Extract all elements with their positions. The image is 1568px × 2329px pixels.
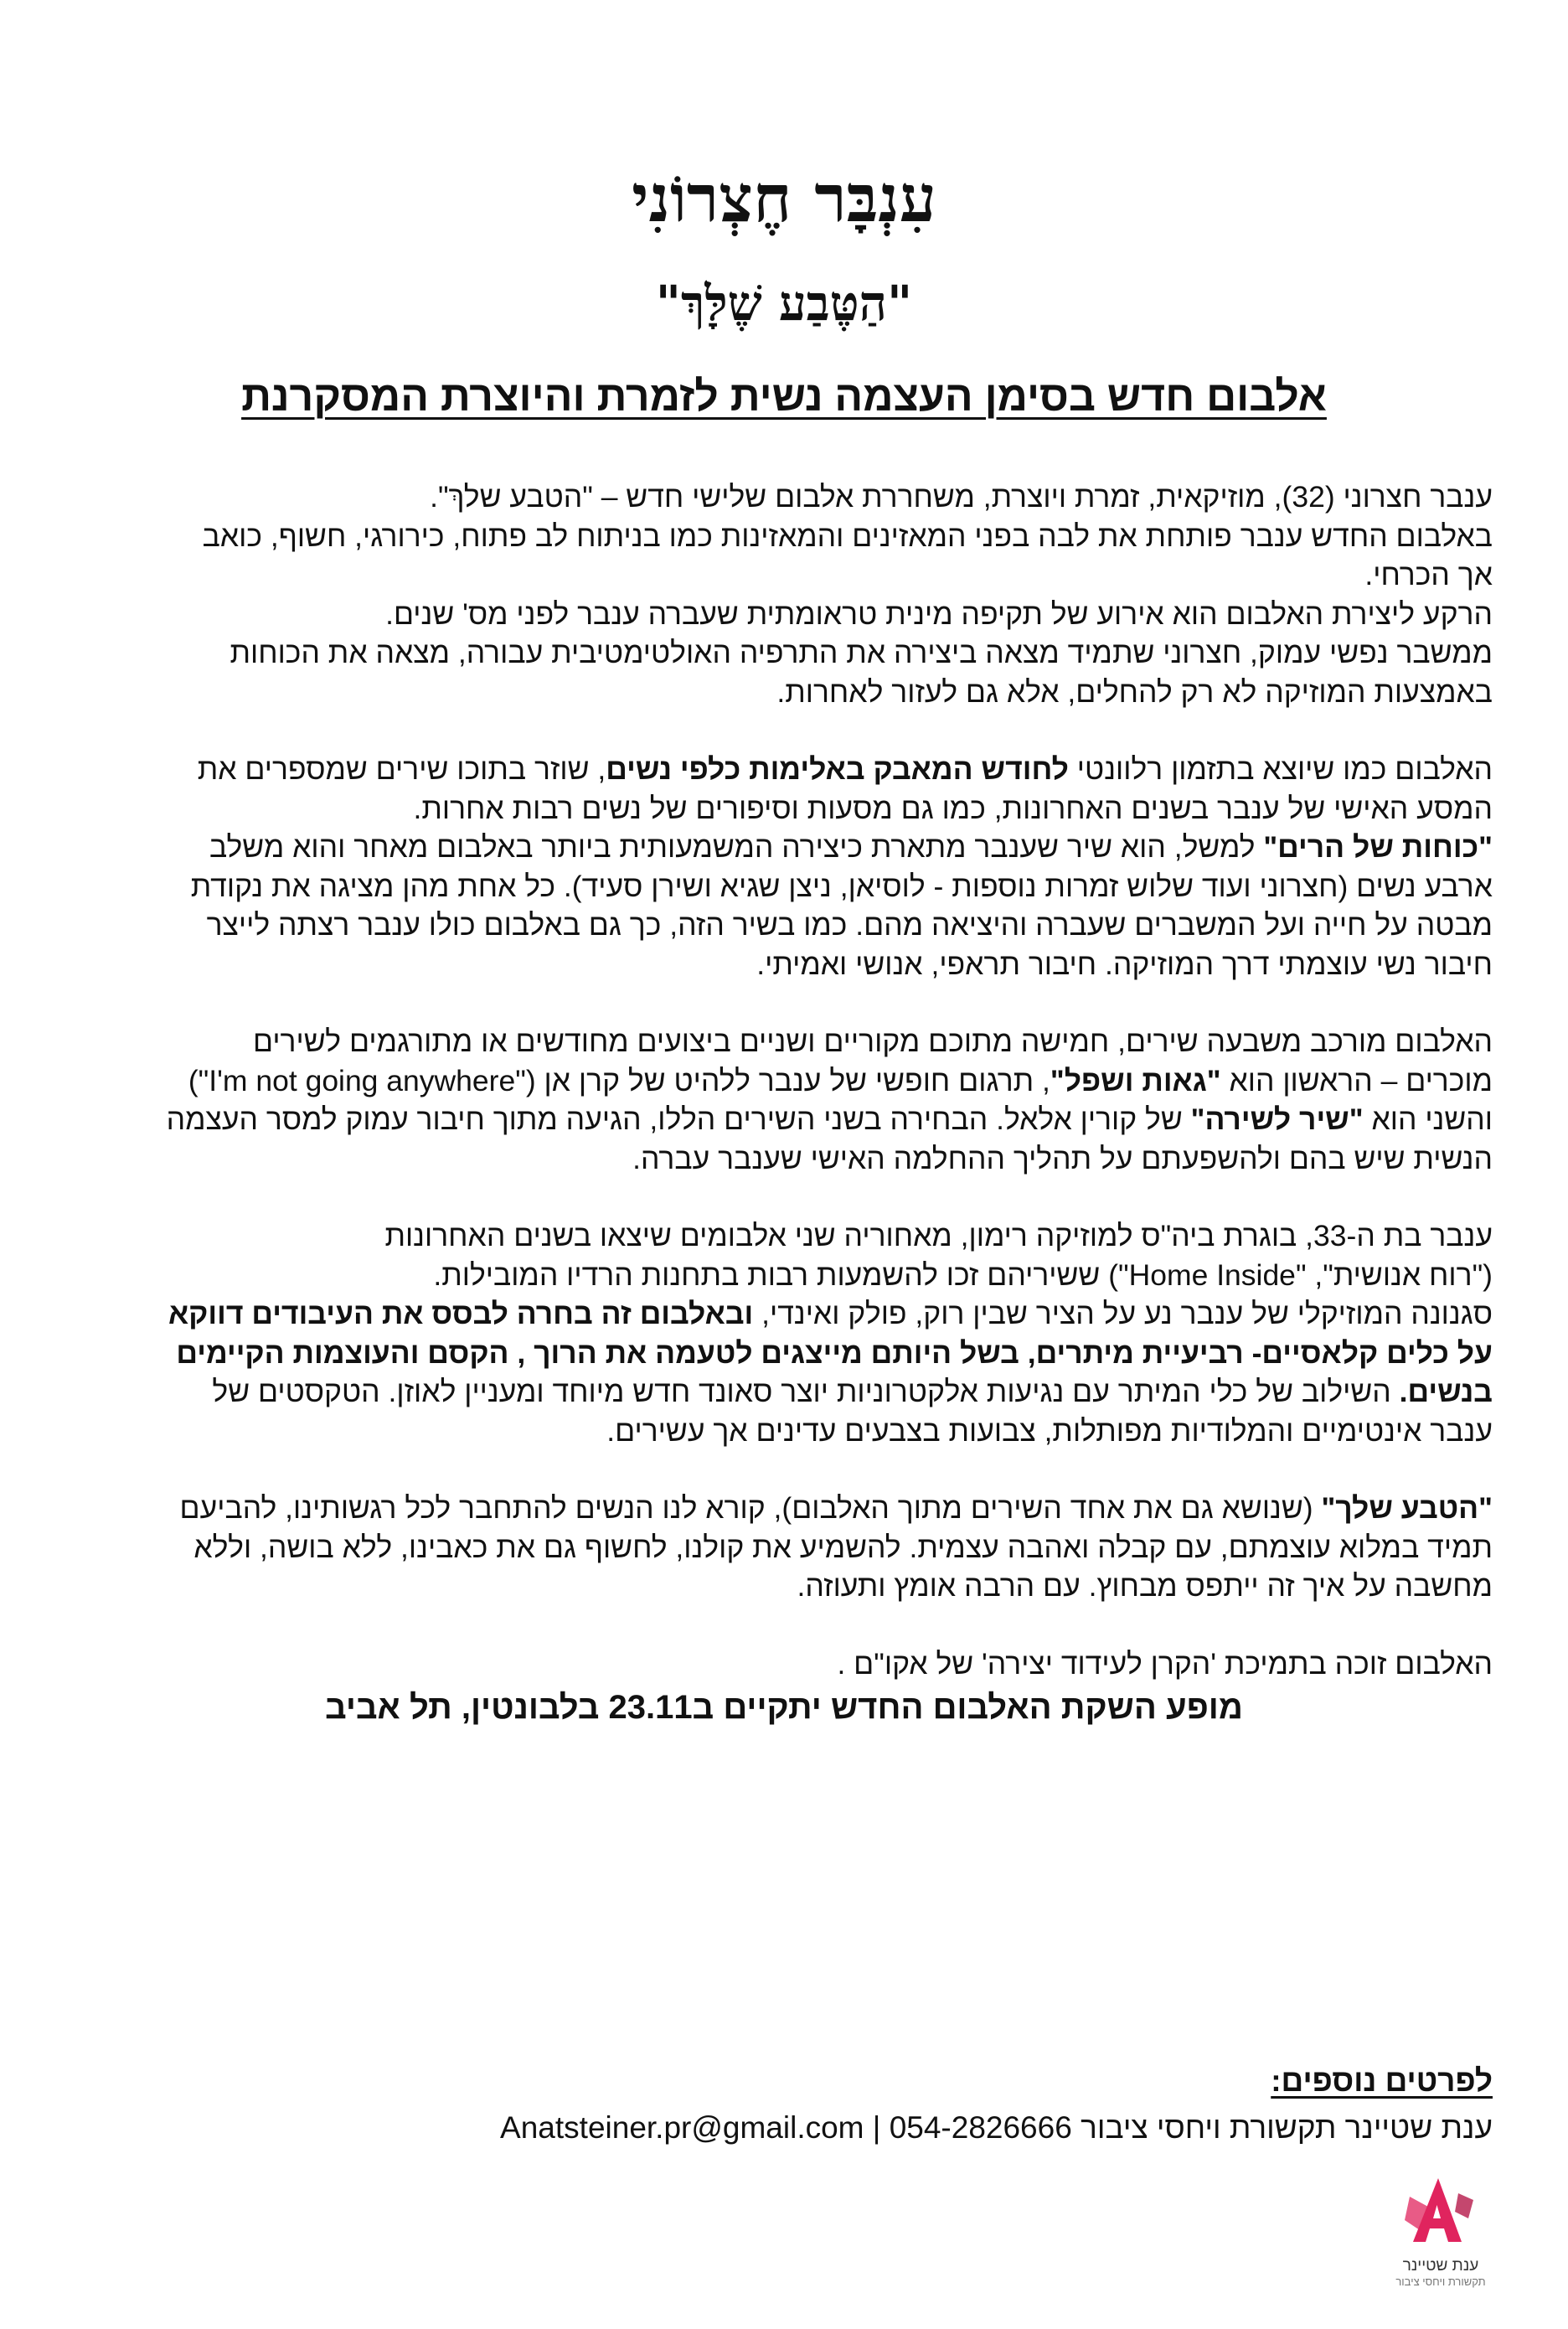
article-body bbox=[75, 478, 1493, 1722]
text-line: האלבום מורכב משבעה שירים, חמישה מתוכם מקוריים ושניים ביצועים מחודשים או מתורגמים לשירים bbox=[252, 1025, 1493, 1058]
page-title: עִנְבָּר חֶצְרוֹנִי bbox=[632, 161, 936, 237]
song-title: "שיר לשירה" bbox=[1190, 1103, 1364, 1136]
text-line: "הטבע שלך" (שנושא גם את אחד השירים מתוך האלבום), קורא לנו הנשים להתחבר לכל רגשותינו, להביעם bbox=[179, 1491, 1493, 1525]
contact-label: לפרטים נוספים: bbox=[1271, 2063, 1493, 2098]
text-line: ענבר בת ה-33, בוגרת ביה"ס למוזיקה רימון, מאחוריה שני אלבומים שיצאו בשנים האחרונות bbox=[384, 1219, 1493, 1252]
text-line: מחשבה על איך זה ייתפס מבחוץ. עם הרבה אומץ ותעוזה. bbox=[797, 1569, 1493, 1603]
logo-name: ענת שטיינר bbox=[1402, 2257, 1479, 2275]
text-line bbox=[75, 1334, 1493, 1373]
paragraph-intro bbox=[75, 478, 1493, 711]
text-line: מבטה על חייה ועל המשברים שעברה והיציאה מהם. כמו בשיר הזה, כך גם באלבום כולו ענבר רצתה לייצר bbox=[206, 908, 1493, 942]
text-line: הרקע ליצירת האלבום הוא אירוע של תקיפה מינית טראומתית שעברה ענבר לפני מס' שנים. bbox=[385, 596, 1493, 631]
logo-tagline: תקשורת ויחסי ציבור bbox=[1395, 2275, 1486, 2288]
contact-details: ענת שטיינר תקשורת ויחסי ציבור 054-2826666 | Anatsteiner.pr@gmail.com bbox=[500, 2110, 1493, 2145]
text-line: מוכרים – הראשון הוא "גאות ושפל", תרגום חופשי של ענבר ללהיט של קרן אן ("I'm not going anywhere") bbox=[188, 1063, 1493, 1097]
paragraph-title-track bbox=[75, 1489, 1493, 1606]
paragraph-support bbox=[75, 1645, 1493, 1684]
song-title: "הטבע שלך" bbox=[1321, 1491, 1493, 1525]
text-line: הנשית שיש בהם ולהשפעתם על תהליך ההחלמה האישי שענבר עברה. bbox=[632, 1141, 1493, 1175]
song-title: "כוחות של הרים" bbox=[1263, 830, 1493, 864]
text-line: והשני הוא "שיר לשירה" של קורין אלאל. הבחירה בשני השירים הללו, הגיעה מתוך חיבור עמוק למסר העצמה bbox=[166, 1103, 1493, 1136]
paragraph-timing bbox=[75, 750, 1493, 984]
text-line: ("רוח אנושית", "Home Inside") ששיריהם זכו להשמעות רבות בתחנות הרדיו המובילות. bbox=[433, 1257, 1493, 1292]
headline: אלבום חדש בסימן העצמה נשית לזמרת והיוצרת המסקרנת bbox=[241, 373, 1327, 420]
album-title: "הַטֶּבַע שֶׁלָּךְ" bbox=[655, 275, 913, 332]
bold-phrase: ובאלבום זה בחרה לבסס את העיבודים דווקא bbox=[168, 1297, 754, 1330]
bold-phrase: בנשים. bbox=[1399, 1375, 1493, 1408]
text-line: האלבום כמו שיוצא בתזמון רלוונטי לחודש המאבק באלימות כלפי נשים, שוזר בתוכו שירים שמספרים את bbox=[197, 752, 1493, 786]
agency-logo bbox=[1386, 2175, 1495, 2301]
text-line: אך הכרחי. bbox=[1364, 558, 1493, 591]
text-line: ארבע נשים (חצרוני ועוד שלוש זמרות נוספות - לוסיאן, ניצן שגיא ושירן סעיד). כל אחת מהן מציגה את נקודת bbox=[190, 869, 1493, 903]
text-line: באמצעות המוזיקה לא רק להחלים, אלא גם לעזור לאחרות. bbox=[776, 674, 1493, 709]
text-line: המסע האישי של ענבר בשנים האחרונות, כמו גם מסעות וסיפורים של נשים רבות אחרות. bbox=[413, 791, 1493, 825]
text-line: בנשים. השילוב של כלי המיתר עם נגיעות אלקטרוניות יוצר סאונד חדש מיוחד ומעניין לאוזן. הטקסטים של bbox=[212, 1375, 1493, 1408]
paragraph-songs bbox=[75, 1022, 1493, 1178]
paragraph-background bbox=[75, 1216, 1493, 1450]
bold-phrase: לחודש המאבק באלימות כלפי נשים bbox=[606, 752, 1069, 786]
text-line: "כוחות של הרים" למשל, הוא שיר שענבר מתארת כיצירה המשמעותית ביותר באלבום מאחר והוא משלב bbox=[209, 830, 1493, 864]
text-line: ממשבר נפשי עמוק, חצרוני שתמיד מצאה ביצירה את התרפיה האולטימטיבית עבורה, מצאה את הכוחות bbox=[230, 636, 1493, 669]
text-line: חיבור נשי עוצמתי דרך המוזיקה. חיבור תראפי, אנושי ואמיתי. bbox=[756, 947, 1493, 981]
launch-event-announcement: מופע השקת האלבום החדש יתקיים ב23.11 בלבונטין, תל אביב bbox=[325, 1689, 1243, 1726]
text-line: באלבום החדש ענבר פותחת את לבה בפני המאזינים והמאזינות כמו בניתוח לב פתוח, כירורגי, חשוף, כואב bbox=[202, 519, 1493, 553]
text-line: ענבר חצרוני (32), מוזיקאית, זמרת ויוצרת, משחררת אלבום שלישי חדש – "הטבע שלךְ". bbox=[430, 480, 1493, 514]
bold-phrase: על כלים קלאסיים- רביעיית מיתרים, בשל היותם מייצגים לטעמה את הרוך , הקסם והעוצמות הקיימים bbox=[176, 1335, 1493, 1370]
text-line: תמיד במלוא עוצמתם, עם קבלה ואהבה עצמית. להשמיע את קולנו, לחשוף גם את כאבינו, ללא בושה, וללא bbox=[193, 1530, 1493, 1564]
text-line: סגנונה המוזיקלי של ענבר נע על הציר שבין רוק, פולק ואינדי, ובאלבום זה בחרה לבסס את העיבודים דווקא bbox=[168, 1297, 1493, 1330]
text-line: האלבום זוכה בתמיכת 'הקרן לעידוד יצירה' של אקו"ם . bbox=[837, 1646, 1493, 1681]
text-line: ענבר אינטימיים והמלודיות מפותלות, צבועות בצבעים עדינים אך עשירים. bbox=[606, 1413, 1493, 1448]
song-title: "גאות ושפל" bbox=[1050, 1063, 1221, 1097]
logo-a-mark bbox=[1386, 2175, 1495, 2255]
